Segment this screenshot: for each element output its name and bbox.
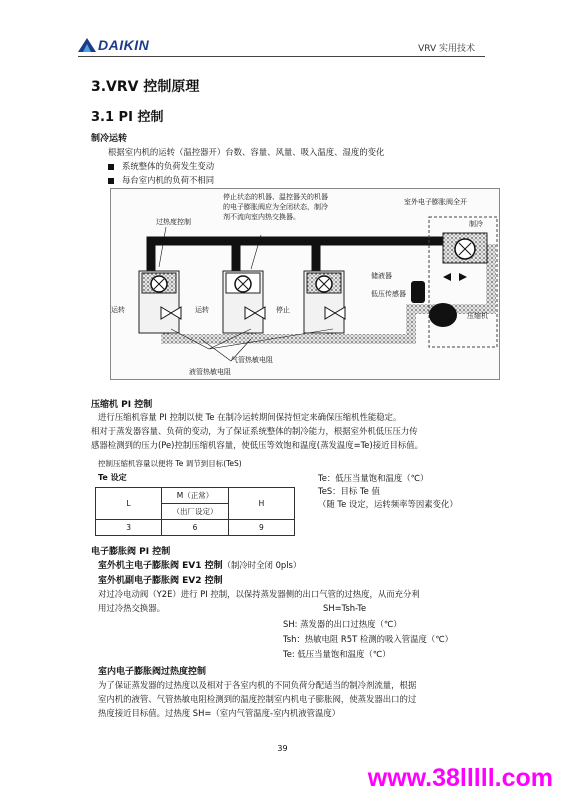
bullet-square-icon <box>108 164 114 170</box>
indoor-ev-line: 为了保证蒸发器的过热度以及相对于各室内机的不同负荷分配适当的制冷剂流量，根据 <box>98 680 417 690</box>
te-header-h: H <box>228 488 294 520</box>
compressor-pi-line: 进行压缩机容量 PI 控制以使 Te 在制冷运转期间保持恒定来确保压缩机性能稳定。 <box>98 412 402 422</box>
label-cooling: 制冷 <box>469 220 483 228</box>
cooling-operation-heading: 制冷运转 <box>91 134 128 144</box>
sh-formula: SH=Tsh-Te <box>323 603 367 613</box>
label-run-1: 运转 <box>111 306 125 314</box>
header-title: VRV 实用技术 <box>418 44 475 54</box>
label-low-pressure-sensor: 低压传感器 <box>371 290 406 298</box>
te-value-m: 6 <box>162 520 229 536</box>
compressor-pi-line: 相对于蒸发器容量、负荷的变动，为了保证系统整体的制冷能力，根据室外机低压压力传 <box>91 426 418 436</box>
daikin-triangle-icon <box>78 37 96 53</box>
label-stop: 停止 <box>276 306 290 314</box>
ev-pi-heading: 电子膨胀阀 PI 控制 <box>91 547 171 557</box>
label-superheat-control: 过热度控制 <box>156 218 191 226</box>
compressor-pi-line: 感器检测到的压力(Pe)控制压缩机容量，使低压等效饱和温度(蒸发温度=Te)接近目标值。 <box>91 440 423 450</box>
indoor-ev-line: 热度接近目标值。过热度 SH=（室内气管温度-室内机液管温度） <box>98 708 341 718</box>
te-value-l: 3 <box>96 520 162 536</box>
refrigerant-circuit-diagram <box>110 188 500 380</box>
te-table-label: Te 设定 <box>98 473 127 482</box>
label-liquid-pipe-thermistor: 液管热敏电阻 <box>189 368 231 376</box>
te-value-h: 9 <box>228 520 294 536</box>
ev1-control-line: 室外机主电子膨胀阀 EV1 控制（制冷时全闭 0pls） <box>98 560 302 571</box>
cooling-intro: 根据室内机的运转（温控器开）台数、容量、风量、吸入温度、湿度的变化 <box>108 147 385 157</box>
section-subtitle: 3.1 PI 控制 <box>91 110 164 125</box>
label-outdoor-ev-open: 室外电子膨胀阀全开 <box>404 198 467 206</box>
indoor-ev-line: 室内机的液管、气管热敏电阻检测到的温度控制室内机电子膨胀阀，使蒸发器出口的过 <box>98 694 417 704</box>
te-notes: Te：低压当量饱和温度（℃） TeS：目标 Te 值 （随 Te 设定，运转频率等因素变化） <box>318 473 458 509</box>
ev2-control-heading: 室外机副电子膨胀阀 EV2 控制 <box>98 576 223 586</box>
compressor-pi-heading: 压缩机 PI 控制 <box>91 400 153 410</box>
note-stopped-units: 停止状态的机器、温控器关的机器 的电子膨胀阀应为全闭状态，制冷 剂不流向室内热交换器。 <box>223 193 328 221</box>
ev2-line: 用过冷热交换器。 <box>98 603 165 613</box>
te-header-l: L <box>96 488 162 520</box>
label-gas-pipe-thermistor: 气管热敏电阻 <box>231 356 273 364</box>
bullet-item: 系统整体的负荷发生变动 <box>108 159 214 173</box>
def-sh: SH: 蒸发器的出口过热度（℃） <box>283 619 402 629</box>
te-table-caption: 控制压缩机容量以便将 Te 调节到目标(TeS) <box>98 459 242 468</box>
te-header-m-sub: （出厂设定） <box>162 504 229 520</box>
daikin-logo <box>78 37 180 53</box>
te-setting-table <box>95 487 295 536</box>
label-run-2: 运转 <box>195 306 209 314</box>
def-te: Te: 低压当量饱和温度（℃） <box>283 649 391 659</box>
page-number: 39 <box>277 744 288 753</box>
te-header-m: M（正常） <box>162 488 229 504</box>
bullet-square-icon <box>108 178 114 184</box>
label-compressor: 压缩机 <box>467 312 488 320</box>
header-divider <box>78 56 485 57</box>
logo-text: DAIKIN <box>98 37 150 53</box>
def-tsh: Tsh：热敏电阻 R5T 检测的吸入管温度（℃） <box>283 634 454 644</box>
indoor-ev-heading: 室内电子膨胀阀过热度控制 <box>98 667 207 677</box>
section-title: 3.VRV 控制原理 <box>91 79 200 95</box>
label-receiver: 储液器 <box>371 272 392 280</box>
watermark-url[interactable]: www.38lllll.com <box>367 764 553 792</box>
ev2-line: 对过冷电动阀（Y2E）进行 PI 控制，以保持蒸发器侧的出口气管的过热度，从而充分利 <box>98 589 420 599</box>
bullet-item: 每台室内机的负荷不相同 <box>108 173 214 187</box>
